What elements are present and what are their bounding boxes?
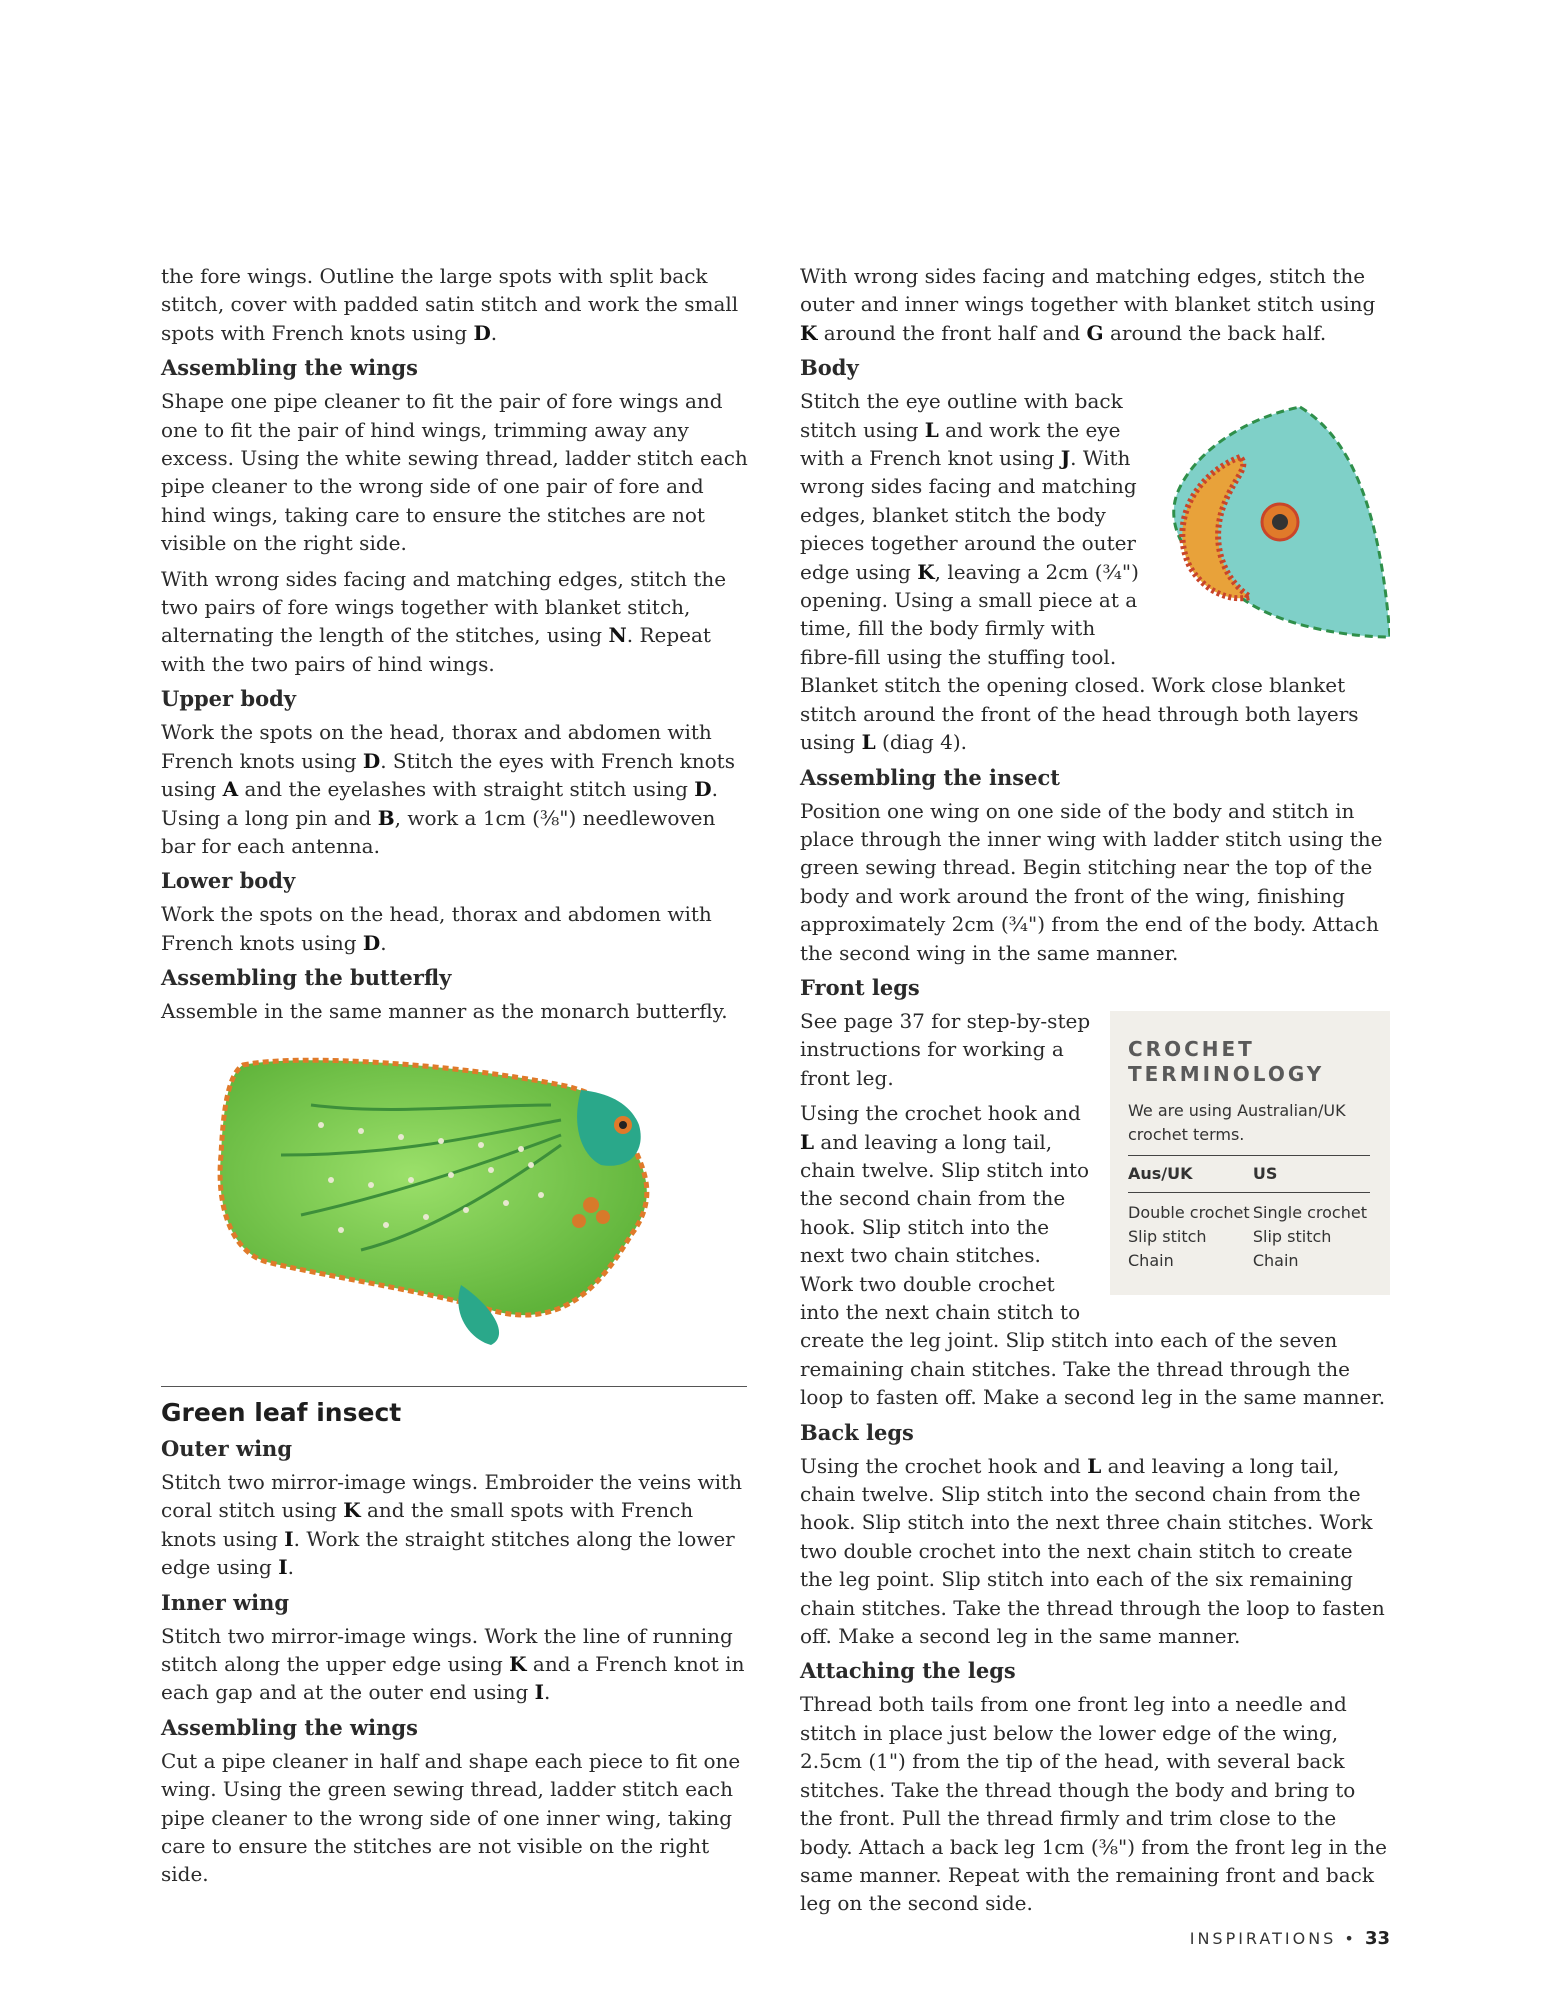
footer-separator: • — [1344, 1929, 1357, 1948]
leaf-insect-photo — [161, 1045, 747, 1347]
paragraph: Work the spots on the head, thorax and abdomen with French knots using D. — [161, 902, 712, 955]
right-column — [800, 262, 1390, 1925]
left-column — [161, 262, 751, 1896]
paragraph: Using the crochet hook and L and leaving a long tail, chain twelve. Slip stitch into the second chain from the hook. Slip stitch into the next two chain stitches. Work two double crochet into the next chain stitch to create the leg joint. Slip stitch into each of the seven remaining chain stitches. Take the thread through the loop to fasten off. Make a second leg in the same manner. — [800, 1101, 1386, 1410]
footer-section: INSPIRATIONS — [1189, 1929, 1337, 1948]
paragraph: Work the spots on the head, thorax and abdomen with French knots using D. Stitch the eyes with French knots using A and the eyelashes with straight stitch using D. Using a long pin and B, work a 1cm (⅜") needlewoven bar for each antenna. — [161, 720, 735, 858]
box-title: CROCHET TERMINOLOGY — [1128, 1036, 1325, 1086]
paragraph: Stitch the eye outline with back stitch using L and work the eye with a French knot using J. With wrong sides facing and matching edges, blanket stitch the body pieces together around the outer edge using K, leaving a 2cm (¾") opening. Using a small piece at a time, fill the body firmly with fibre-fill using the stuffing tool. Blanket stitch the opening closed. Work close blanket stitch around the front of the head through both layers using L (diag 4). — [800, 389, 1359, 755]
heading-assembling-butterfly: Assembling the butterfly — [161, 965, 452, 991]
paragraph: Cut a pipe cleaner in half and shape each piece to fit one wing. Using the green sewing thread, ladder stitch each pipe cleaner to the wrong side of one inner wing, taking care to ensure the stitches are not visible on the right side. — [161, 1748, 741, 1887]
heading-inner-wing: Inner wing — [161, 1589, 290, 1615]
table-row: Double crochet Single crochet — [1128, 1202, 1367, 1222]
terminology-table — [1128, 1155, 1370, 1273]
heading-assembling-insect: Assembling the insect — [800, 764, 1060, 790]
heading-back-legs: Back legs — [800, 1419, 914, 1445]
paragraph: Assemble in the same manner as the monarch butterfly. — [161, 999, 728, 1024]
paragraph: Using the crochet hook and L and leaving a long tail, chain twelve. Slip stitch into the second chain from the hook. Slip stitch into the next three chain stitches. Work two double crochet into the next chain stitch to create the leg point. Slip stitch into each of the six remaining chain stitches. Take the thread through the loop to fasten off. Make a second leg in the same manner. — [800, 1453, 1385, 1649]
paragraph: Stitch two mirror-image wings. Work the line of running stitch along the upper edge using K and a French knot in each gap and at the outer end using I. — [161, 1623, 745, 1705]
table-header: US — [1253, 1155, 1370, 1192]
paragraph: With wrong sides facing and matching edges, stitch the outer and inner wings together with blanket stitch using K around the front half and G around the back half. — [800, 264, 1376, 345]
table-header: Aus/UK — [1128, 1155, 1253, 1192]
heading-outer-wing: Outer wing — [161, 1435, 293, 1461]
body-diagram-illustration — [1150, 397, 1390, 657]
heading-body: Body — [800, 355, 859, 381]
heading-green-leaf-insect: Green leaf insect — [161, 1397, 402, 1427]
table-row: Chain Chain — [1128, 1250, 1299, 1270]
heading-lower-body: Lower body — [161, 868, 296, 894]
paragraph: With wrong sides facing and matching edges, stitch the two pairs of fore wings together with blanket stitch, alternating the length of the stitches, using N. Repeat with the two pairs of hind wings. — [161, 566, 727, 676]
heading-assembling-wings-2: Assembling the wings — [161, 1714, 418, 1740]
heading-front-legs: Front legs — [800, 974, 920, 1000]
paragraph: Thread both tails from one front leg into a needle and stitch in place just below the lower edge of the wing, 2.5cm (1") from the tip of the head, with several back stitches. Take the thread though the body and bring to the front. Pull the thread firmly and trim close to the body. Attach a back leg 1cm (⅜") from the front leg in the same manner. Repeat with the remaining front and back leg on the second side. — [800, 1692, 1387, 1916]
heading-attaching-legs: Attaching the legs — [800, 1658, 1016, 1684]
section-divider — [161, 1386, 747, 1387]
paragraph: Position one wing on one side of the body and stitch in place through the inner wing with ladder stitch using the green sewing thread. Begin stitching near the top of the body and work around the front of the wing, finishing approximately 2cm (¾") from the end of the body. Attach the second wing in the same manner. — [800, 798, 1383, 965]
paragraph: the fore wings. Outline the large spots with split back stitch, cover with padded satin stitch and work the small spots with French knots using D. — [161, 264, 739, 345]
page-number: 33 — [1364, 1928, 1390, 1949]
paragraph: Stitch two mirror-image wings. Embroider the veins with coral stitch using K and the small spots with French knots using I. Work the straight stitches along the lower edge using I. — [161, 1469, 742, 1580]
page-footer — [1190, 1928, 1390, 1949]
heading-upper-body: Upper body — [161, 686, 296, 712]
paragraph: See page 37 for step-by-step instructions for working a front leg. — [800, 1008, 1091, 1090]
crochet-terminology-box — [1110, 1011, 1390, 1295]
heading-assembling-wings: Assembling the wings — [161, 355, 418, 381]
paragraph: Shape one pipe cleaner to fit the pair of fore wings and one to fit the pair of hind wings, trimming away any excess. Using the white sewing thread, ladder stitch each pipe cleaner to the wrong side of one pair of fore and hind wings, taking care to ensure the stitches are not visible on the right side. — [161, 389, 748, 556]
box-intro: We are using Australian/UK crochet terms. — [1128, 1100, 1346, 1144]
table-row: Slip stitch Slip stitch — [1128, 1226, 1332, 1246]
